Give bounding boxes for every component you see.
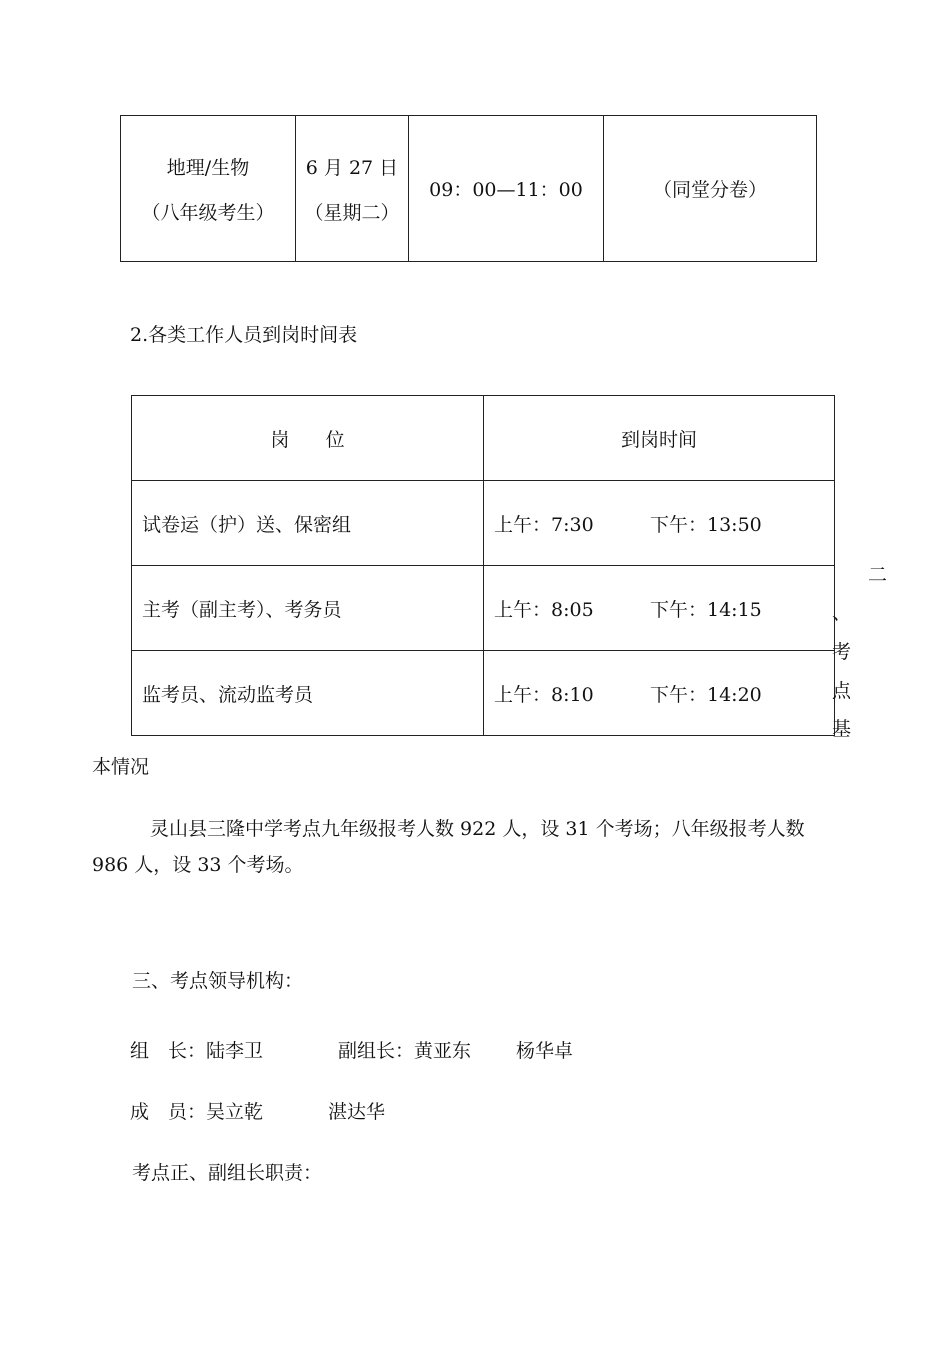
exam-schedule-table <box>120 115 817 262</box>
section-3-title: 三、考点领导机构： <box>132 970 304 992</box>
heading-char: 基 <box>832 718 852 740</box>
section-2-title: 2.各类工作人员到岗时间表 <box>130 324 358 346</box>
role-cell: 主考（副主考）、考务员 <box>132 566 484 651</box>
exam-weekday: （星期二） <box>304 201 400 224</box>
header-role: 岗 位 <box>132 396 484 481</box>
member-label: 成 员：吴立乾 <box>130 1101 264 1123</box>
heading-char: 考 <box>832 641 852 663</box>
exam-time: 09：00—11：00 <box>429 179 583 201</box>
site-info-line-1: 灵山县三隆中学考点九年级报考人数 922 人，设 31 个考场；八年级报考人数 <box>150 818 805 840</box>
table-row <box>132 651 835 736</box>
exam-note: （同堂分卷） <box>652 179 767 201</box>
heading-char: 、 <box>832 602 852 624</box>
exam-date: 6 月 27 日 <box>305 156 399 179</box>
section-heading-rest: 本情况 <box>92 756 150 778</box>
member-2: 湛达华 <box>328 1101 386 1123</box>
table-row <box>132 481 835 566</box>
duty-title: 考点正、副组长职责： <box>132 1162 323 1184</box>
time-cell <box>484 651 835 736</box>
site-info-line-2: 986 人，设 33 个考场。 <box>92 854 304 876</box>
note-cell <box>604 116 817 262</box>
pm-time: 下午：14:20 <box>650 683 762 706</box>
subject-grade: （八年级考生） <box>141 201 275 224</box>
am-time: 上午：7:30 <box>494 513 594 536</box>
deputy-leader-1: 副组长：黄亚东 <box>338 1040 472 1062</box>
pm-time: 下午：14:15 <box>650 598 762 621</box>
heading-char: 二 <box>868 564 888 586</box>
time-cell <box>409 116 604 262</box>
heading-char: 点 <box>832 680 852 702</box>
subject-cell <box>121 116 296 262</box>
time-cell <box>484 566 835 651</box>
staff-arrival-table <box>131 395 835 736</box>
deputy-leader-2: 杨华卓 <box>516 1040 574 1062</box>
am-time: 上午：8:05 <box>494 598 594 621</box>
role-cell: 监考员、流动监考员 <box>132 651 484 736</box>
leader-label: 组 长：陆李卫 <box>130 1040 264 1062</box>
table-header-row <box>132 396 835 481</box>
table-row <box>132 566 835 651</box>
time-cell <box>484 481 835 566</box>
header-time: 到岗时间 <box>484 396 835 481</box>
table-row <box>121 116 817 262</box>
date-cell <box>296 116 409 262</box>
pm-time: 下午：13:50 <box>650 513 762 536</box>
subject-name: 地理/生物 <box>166 156 250 179</box>
am-time: 上午：8:10 <box>494 683 594 706</box>
role-cell: 试卷运（护）送、保密组 <box>132 481 484 566</box>
